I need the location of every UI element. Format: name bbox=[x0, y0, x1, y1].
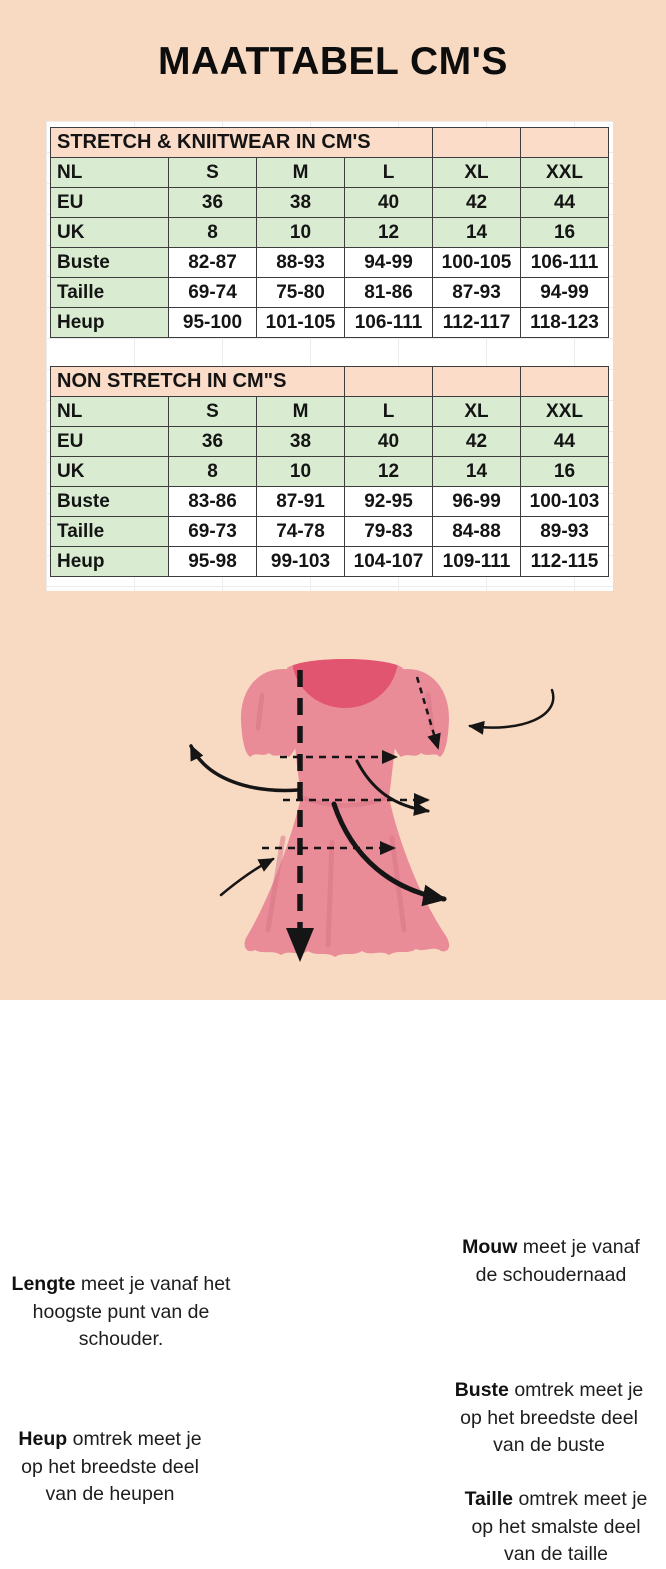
table-row: Buste 82-87 88-93 94-99 100-105 106-111 bbox=[51, 248, 609, 278]
table-title: STRETCH & KNIITWEAR IN CM'S bbox=[51, 128, 433, 158]
table-row: NL S M L XL XXL bbox=[51, 397, 609, 427]
size-table-non-stretch bbox=[50, 366, 609, 577]
table-header-row bbox=[51, 128, 609, 158]
annotation-mouw: Mouw meet je vanaf de schoudernaad bbox=[462, 1236, 640, 1286]
table-row: Heup 95-98 99-103 104-107 109-111 112-115 bbox=[51, 547, 609, 577]
page-title: MAATTABEL CM'S bbox=[158, 40, 508, 83]
spreadsheet-panel bbox=[46, 121, 613, 591]
table-row: Buste 83-86 87-91 92-95 96-99 100-103 bbox=[51, 487, 609, 517]
table-row: NL S M L XL XXL bbox=[51, 158, 609, 188]
mouw-arrow bbox=[470, 690, 553, 728]
annotation-taille: Taille omtrek meet je op het smalste deel van de taille bbox=[464, 1488, 648, 1566]
table-row: Taille 69-73 74-78 79-83 84-88 89-93 bbox=[51, 517, 609, 547]
dress-illustration bbox=[0, 600, 666, 1000]
neckline bbox=[292, 608, 398, 708]
heup-arrow bbox=[221, 859, 273, 895]
table-row: EU 36 38 40 42 44 bbox=[51, 427, 609, 457]
annotation-lengte: Lengte meet je vanaf het hoogste punt van de schouder. bbox=[11, 1273, 231, 1351]
annotation-heup: Heup omtrek meet je op het breedste deel van de heupen bbox=[18, 1428, 202, 1506]
table-row: Taille 69-74 75-80 81-86 87-93 94-99 bbox=[51, 278, 609, 308]
table-row: UK 8 10 12 14 16 bbox=[51, 457, 609, 487]
dress-shape bbox=[241, 608, 449, 957]
size-table-stretch bbox=[50, 127, 609, 338]
annotation-buste: Buste omtrek meet je op het breedste deel van de buste bbox=[454, 1379, 644, 1457]
table-row: EU 36 38 40 42 44 bbox=[51, 188, 609, 218]
table-row: Heup 95-100 101-105 106-111 112-117 118-123 bbox=[51, 308, 609, 338]
measurement-diagram bbox=[0, 600, 666, 1566]
table-title: NON STRETCH IN CM"S bbox=[51, 367, 345, 397]
table-header-row bbox=[51, 367, 609, 397]
table-row: UK 8 10 12 14 16 bbox=[51, 218, 609, 248]
